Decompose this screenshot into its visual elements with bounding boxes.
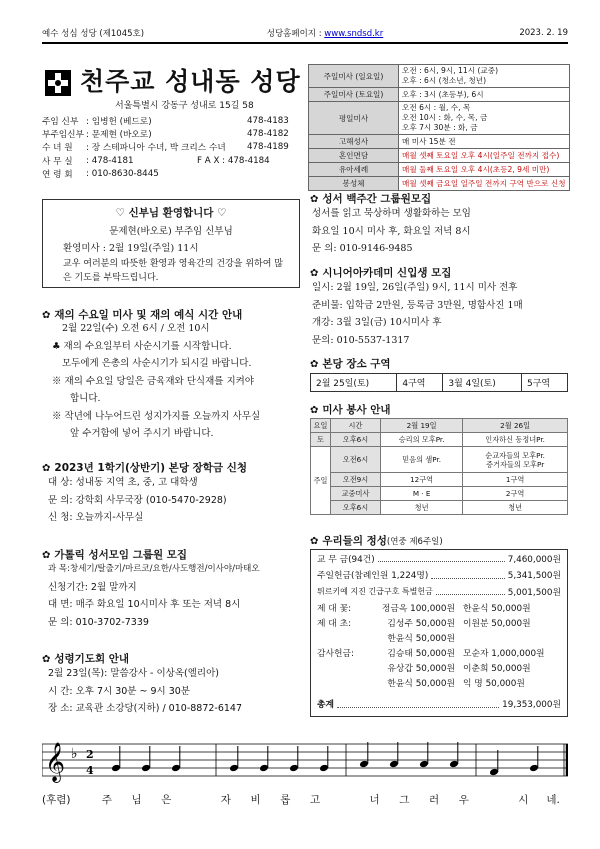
contact-row <box>42 141 297 154</box>
schedule-value: 매 미사 15분 전 <box>399 135 570 149</box>
ash-line: ※ 재의 수요일 당일은 금육재와 단식재를 지켜야 <box>52 375 254 387</box>
donor-entry: 김성주 50,000원 <box>387 618 455 629</box>
flower-icon: ✿ <box>310 268 319 279</box>
server-cell: 인자하신 동정녀Pr. <box>463 433 568 447</box>
offering-row <box>311 550 567 567</box>
donor-entry: 한윤식 50,000원 <box>387 678 455 689</box>
bible-group-line: 문 의: 010-3702-7339 <box>48 616 149 628</box>
server-header-cell: 2월 26일 <box>463 419 568 433</box>
schedule-value: 매월 셋째 토요일 오후 4시(일주일 전까지 접수) <box>399 149 570 163</box>
schedule-label: 주일미사 (일요일) <box>309 65 399 88</box>
zone-heading: ✿ 본당 장소 구역 <box>310 358 391 370</box>
time-sig-top: 2 <box>86 748 94 761</box>
schedule-value: 오전 6시 : 월, 수, 목 오전 10시 : 화, 수, 목, 금 오후 7시 30분 : 화, 금 <box>399 102 570 135</box>
contact-tel: 478-4189 <box>247 142 289 153</box>
schedule-value: 매월 셋째 금요일 일주일 전까지 구역 반으로 신청 <box>399 177 570 191</box>
scholarship-line: 문 의: 강학회 사무국장 (010-5470-2928) <box>48 494 227 506</box>
donor-row <box>365 602 561 617</box>
schedule-row <box>309 177 570 191</box>
donor-entry <box>463 632 561 647</box>
senior-body <box>312 279 523 349</box>
lyric-syllable: 고 <box>310 794 321 806</box>
server-header-cell: 2월 19일 <box>381 419 463 433</box>
donor-category <box>317 677 365 692</box>
schedule-label: 봉성체 <box>309 177 399 191</box>
music-staff <box>42 736 568 786</box>
server-cell: 승리의 모후Pr. <box>381 433 463 447</box>
flower-icon: ✿ <box>42 463 51 474</box>
donor-entry: 이원분 50,000원 <box>463 618 531 629</box>
header-rule <box>42 42 568 44</box>
scholarship-line: 신 청: 오늘까지-사무실 <box>48 512 144 523</box>
zone-cell: 2월 25일(토) <box>311 374 397 392</box>
donor-category: 감사헌금: <box>317 648 354 659</box>
offering-total-row <box>311 696 567 713</box>
server-header-cell: 요일 <box>311 419 331 433</box>
schedule-label: 혼인면담 <box>309 149 399 163</box>
contact-label: 부주임신부 <box>42 130 84 141</box>
bible-group-line: 과 목:창세기/탈출기/마르코/요한/사도행전/이사야/마태오 <box>48 564 260 574</box>
contact-name: : 임병헌 (베드로) <box>86 116 152 127</box>
server-time: 오후6시 <box>331 433 381 447</box>
schedule-row <box>309 65 570 88</box>
schedule-label: 평일미사 <box>309 102 399 135</box>
donor-entry: 정금옥 100,000원 <box>381 603 455 614</box>
contact-list <box>42 114 297 181</box>
donor-entry: 유상갑 50,000원 <box>387 663 455 674</box>
donor-category <box>317 662 365 677</box>
homepage <box>202 27 448 39</box>
schedule-label: 고해성사 <box>309 135 399 149</box>
senior-line: 일시: 2월 19일, 26일(주일) 9시, 11시 미사 전후 <box>312 282 518 293</box>
schedule-value: 매월 둘째 토요일 오후 4시(초등2, 9세 미만) <box>399 163 570 177</box>
ash-line: 합니다. <box>70 393 101 404</box>
lyric-syllable: 롭 <box>280 794 291 806</box>
contact-name: : 문제현 (바오로) <box>86 130 152 141</box>
schedule-row <box>309 88 570 102</box>
offering-donors <box>311 602 567 692</box>
welcome-message: 교우 여러분의 따뜻한 환영과 영육간의 건강을 위하여 많은 기도를 부탁드립니다. <box>63 259 283 283</box>
mass-schedule-table <box>308 64 570 191</box>
zone-cell: 4구역 <box>397 374 443 392</box>
bible100-heading: ✿ 성서 백주간 그룹원모집 <box>310 193 432 205</box>
lyric-syllable: 그 <box>399 794 410 806</box>
lyric-syllable: 주 <box>101 794 112 806</box>
ash-heading: ✿ 재의 수요일 미사 및 재의 예식 시간 안내 <box>42 309 243 321</box>
lyric-syllable: 네. <box>546 794 560 806</box>
bible100-line: 문 의: 010-9146-9485 <box>312 243 413 254</box>
lyric-syllable: 비 <box>250 794 261 806</box>
donor-entry: 김승태 50,000원 <box>387 648 455 659</box>
zone-row <box>311 374 568 392</box>
leader-dots <box>378 554 505 562</box>
server-row <box>311 473 568 487</box>
server-cell: 믿음의 샘Pr. <box>381 447 463 473</box>
server-row <box>311 501 568 515</box>
schedule-value: 오전 : 6시, 9시, 11시 (교중) 오후 : 6시 (청소년, 청년) <box>399 65 570 88</box>
offering-row <box>311 567 567 584</box>
donor-row <box>365 677 561 692</box>
church-logo-icon <box>45 70 71 96</box>
lyric-syllable <box>330 792 360 807</box>
scholarship-heading: ✿ 2023년 1학기(상반기) 본당 장학금 신청 <box>42 462 247 474</box>
donor-category: 제 대 꽃: <box>317 603 352 614</box>
donor-category <box>317 632 365 647</box>
leader-dots <box>436 587 505 595</box>
donor-row <box>365 662 561 677</box>
server-cell: 청년 <box>381 501 463 515</box>
prayer-line: 장 소: 교육관 소강당(지하) / 010-8872-6147 <box>48 703 243 714</box>
server-time: 오전9시 <box>331 473 381 487</box>
welcome-mass: 환영미사 : 2월 19일(주일) 11시 <box>63 243 199 254</box>
flat-icon: ♭ <box>71 746 78 762</box>
issue-date: 2023. 2. 19 <box>519 28 568 38</box>
offering-label: 주일헌금(참례인원 1,224명) <box>317 571 429 582</box>
bible100-body <box>312 205 471 258</box>
donor-entry: 익 명 50,000원 <box>463 678 525 689</box>
donor-row <box>365 647 561 662</box>
lyrics-row <box>42 792 568 807</box>
schedule-value: 오후 : 3시 (초등부), 6시 <box>399 88 570 102</box>
offering-row <box>311 583 567 600</box>
server-cell: M · E <box>381 487 463 501</box>
contact-tel: 478-4183 <box>247 115 289 126</box>
music-notes <box>111 742 539 776</box>
issue-label: 예수 성심 성당 (제1045호) <box>42 29 145 39</box>
contact-row <box>42 114 297 127</box>
offering-total-label: 총계 <box>317 700 334 711</box>
contact-label: 연 령 회 <box>42 170 73 181</box>
donor-entry: 이춘희 50,000원 <box>463 663 531 674</box>
contact-label: 주임 신부 <box>42 116 79 127</box>
lyric-syllable <box>479 792 509 807</box>
offering-value: 5,001,500원 <box>507 587 561 598</box>
schedule-row <box>309 102 570 135</box>
homepage-link[interactable]: www.sndsd.kr <box>324 29 384 39</box>
leader-dots <box>337 700 499 708</box>
bible-group-body <box>48 561 260 631</box>
senior-line: 문의: 010-5537-1317 <box>312 334 410 346</box>
zone-cell: 3월 4일(토) <box>443 374 522 392</box>
server-time: 교중미사 <box>331 487 381 501</box>
ash-line: 앞 수거함에 넣어 주시기 바랍니다. <box>70 428 214 439</box>
contact-label: 수 녀 원 <box>42 143 73 154</box>
server-day: 토 <box>311 433 331 447</box>
time-sig-bottom: 4 <box>86 764 94 777</box>
server-cell: 청년 <box>463 501 568 515</box>
server-table <box>310 418 568 515</box>
flower-icon: ✿ <box>310 405 319 416</box>
donor-category: 제 대 초: <box>317 618 352 629</box>
bible-group-heading: ✿ 가톨릭 성서모임 그룹원 모집 <box>42 549 188 561</box>
contact-tel: 478-4182 <box>247 129 289 140</box>
ash-line: 2월 22일(수) 오전 6시 / 오전 10시 <box>62 323 210 334</box>
lyric-syllable: 은 <box>161 794 172 806</box>
lyric-syllable: 우 <box>458 794 469 806</box>
welcome-name: 문제현(바오로) 부주임 신부님 <box>109 226 233 237</box>
flower-icon: ✿ <box>42 654 51 665</box>
lyric-syllable: 너 <box>369 794 380 806</box>
server-row <box>311 433 568 447</box>
top-bar <box>42 26 568 40</box>
senior-heading: ✿ 시니어아카데미 신입생 모집 <box>310 267 452 279</box>
donor-entry: 모순자 1,000,000원 <box>463 648 545 659</box>
donor-row <box>365 617 561 632</box>
welcome-box <box>42 199 300 288</box>
server-day: 주일 <box>311 447 331 515</box>
ash-line: ♣ 재의 수요일부터 사순시기를 시작합니다. <box>52 340 232 352</box>
server-cell: 12구역 <box>381 473 463 487</box>
donor-entry: 한윤식 50,000원 <box>463 603 531 614</box>
donor-row <box>365 632 561 647</box>
leader-dots <box>431 571 504 579</box>
prayer-line: 시 간: 오후 7시 30분 ~ 9시 30분 <box>48 685 190 697</box>
prayer-line: 2월 23일(목): 말씀강사 - 이상옥(엘리아) <box>48 668 219 679</box>
lyric-syllable: 님 <box>131 794 142 806</box>
schedule-row <box>309 135 570 149</box>
lyric-syllable: (후렴) <box>42 794 71 806</box>
server-time: 오후6시 <box>331 501 381 515</box>
schedule-label: 유아세례 <box>309 163 399 177</box>
ash-body <box>52 320 261 443</box>
welcome-heading: ♡ 신부님 환영합니다 ♡ <box>115 207 227 219</box>
church-address: 서울특별시 강동구 성내로 15길 58 <box>115 101 254 111</box>
offering-box <box>310 549 568 717</box>
flower-icon: ✿ <box>42 550 51 561</box>
server-cell: 순교자들의 모후Pr. 증거자들의 모후Pr <box>463 447 568 473</box>
contact-fax: F A X : 478-4184 <box>197 155 270 166</box>
contact-name: : 장 스테파니아 수녀, 박 크리스 수녀 <box>86 143 226 154</box>
lyric-syllable: 러 <box>429 794 440 806</box>
contact-name: : 478-4181 <box>86 155 134 166</box>
server-heading: ✿ 미사 봉사 안내 <box>310 404 391 416</box>
lyric-syllable: 자 <box>220 794 231 806</box>
lyric-syllable <box>181 792 211 807</box>
lyric-syllable: 시 <box>518 794 529 806</box>
ash-line: 모두에게 은총의 사순시기가 되시길 바랍니다. <box>62 358 252 369</box>
offering-label: 교 무 금(94건) <box>317 554 375 565</box>
server-row <box>311 487 568 501</box>
server-header-row <box>311 419 568 433</box>
offering-label: 튀르키예 지진 긴급구호 특별헌금 <box>317 586 433 596</box>
contact-name: : 010-8630-8445 <box>86 169 159 180</box>
offering-value: 5,341,500원 <box>507 571 561 582</box>
offering-heading: ✿ 우리들의 정성(연중 제6주일) <box>310 535 443 547</box>
flower-icon: ✿ <box>310 359 319 370</box>
flower-icon: ✿ <box>310 194 319 205</box>
server-cell: 2구역 <box>463 487 568 501</box>
offering-value: 7,460,000원 <box>507 554 561 565</box>
offering-total-value: 19,353,000원 <box>502 700 561 711</box>
ash-line: ※ 작년에 나누어드린 성지가지를 오늘까지 사무실 <box>52 410 261 422</box>
page-title: 천주교 성내동 성당 <box>80 67 301 96</box>
treble-clef-icon: 𝄞 <box>45 742 66 782</box>
bible-group-line: 대 면: 매주 화요일 10시미사 후 또는 저녁 8시 <box>48 599 241 610</box>
zone-cell: 5구역 <box>522 374 568 392</box>
schedule-row <box>309 149 570 163</box>
prayer-heading: ✿ 성령기도회 안내 <box>42 653 130 665</box>
server-cell: 1구역 <box>463 473 568 487</box>
scholarship-line: 대 상: 성내동 지역 초, 중, 고 대학생 <box>48 477 198 488</box>
donor-entry: 한윤식 50,000원 <box>387 633 455 644</box>
server-header-cell: 시간 <box>331 419 381 433</box>
bible-group-line: 신청기간: 2월 말까지 <box>48 581 137 593</box>
bible100-line: 화요일 10시 미사 후, 화요일 저녁 8시 <box>312 225 471 237</box>
homepage-label: 성당홈페이지 : <box>266 29 322 39</box>
offering-subheading: (연중 제6주일) <box>386 537 443 547</box>
schedule-label: 주일미사 (토요일) <box>309 88 399 102</box>
bible100-line: 성서를 읽고 묵상하며 생활화하는 모임 <box>312 208 471 219</box>
prayer-body <box>48 665 242 718</box>
flower-icon: ✿ <box>310 536 319 547</box>
contact-row <box>42 168 297 181</box>
server-row <box>311 447 568 473</box>
contact-label: 사 무 실 <box>42 156 73 167</box>
server-time: 오전6시 <box>331 447 381 473</box>
scholarship-body <box>48 474 227 527</box>
schedule-row <box>309 163 570 177</box>
senior-line: 개강: 3월 3일(금) 10시미사 후 <box>312 317 442 328</box>
contact-row <box>42 154 297 167</box>
flower-icon: ✿ <box>42 310 51 321</box>
senior-line: 준비물: 입학금 2만원, 등록금 3만원, 명함사진 1매 <box>312 299 523 311</box>
zone-table <box>310 373 568 392</box>
contact-row <box>42 127 297 140</box>
